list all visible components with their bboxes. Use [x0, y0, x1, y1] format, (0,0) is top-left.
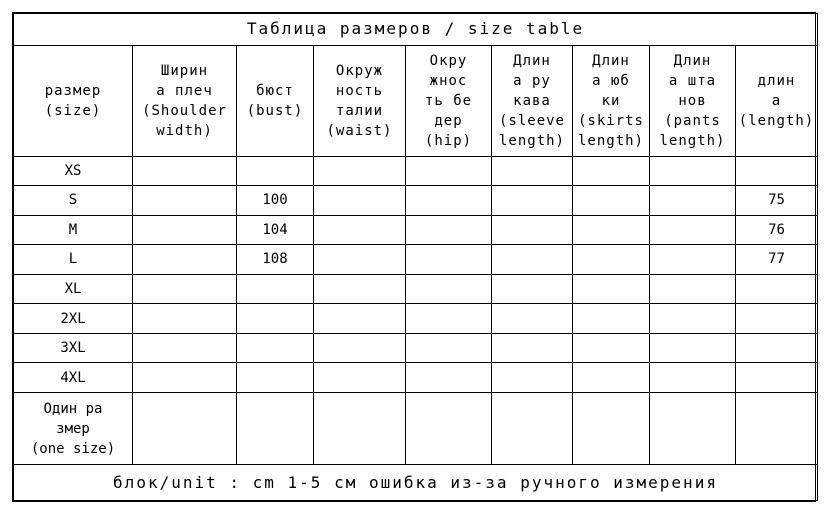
- header-hip: Окру жнос ть бе дер (hip): [406, 45, 492, 156]
- cell-shoulder-width: [133, 363, 237, 393]
- cell-size: S: [14, 186, 133, 216]
- cell-hip: [406, 245, 492, 275]
- cell-length: [736, 274, 818, 304]
- cell-length: [736, 392, 818, 464]
- cell-waist: [314, 304, 406, 334]
- cell-waist: [314, 333, 406, 363]
- header-length: длин а (length): [736, 45, 818, 156]
- cell-length: 77: [736, 245, 818, 275]
- cell-waist: [314, 363, 406, 393]
- cell-sleeve-length: [492, 274, 573, 304]
- cell-pants-length: [650, 274, 736, 304]
- cell-skirt-length: [573, 333, 650, 363]
- cell-length: [736, 333, 818, 363]
- cell-size: XL: [14, 274, 133, 304]
- cell-waist: [314, 392, 406, 464]
- cell-pants-length: [650, 156, 736, 186]
- footer-row: [14, 465, 818, 501]
- cell-sleeve-length: [492, 186, 573, 216]
- table-row: [14, 156, 818, 186]
- table-row: [14, 333, 818, 363]
- cell-sleeve-length: [492, 363, 573, 393]
- cell-hip: [406, 304, 492, 334]
- cell-bust: [237, 156, 314, 186]
- header-size: размер (size): [14, 45, 133, 156]
- cell-shoulder-width: [133, 304, 237, 334]
- cell-shoulder-width: [133, 215, 237, 245]
- table-row: [14, 186, 818, 216]
- cell-pants-length: [650, 392, 736, 464]
- cell-shoulder-width: [133, 392, 237, 464]
- cell-hip: [406, 333, 492, 363]
- cell-skirt-length: [573, 304, 650, 334]
- table-row: [14, 304, 818, 334]
- cell-size: L: [14, 245, 133, 275]
- cell-length: [736, 363, 818, 393]
- cell-hip: [406, 215, 492, 245]
- cell-skirt-length: [573, 392, 650, 464]
- cell-hip: [406, 156, 492, 186]
- cell-sleeve-length: [492, 215, 573, 245]
- cell-pants-length: [650, 304, 736, 334]
- cell-bust: 100: [237, 186, 314, 216]
- cell-shoulder-width: [133, 333, 237, 363]
- cell-sleeve-length: [492, 156, 573, 186]
- cell-size: XS: [14, 156, 133, 186]
- table-row: [14, 215, 818, 245]
- cell-pants-length: [650, 186, 736, 216]
- cell-pants-length: [650, 333, 736, 363]
- cell-waist: [314, 245, 406, 275]
- cell-waist: [314, 215, 406, 245]
- cell-waist: [314, 186, 406, 216]
- header-sleeve-length: Длин а ру кава (sleeve length): [492, 45, 573, 156]
- table-row: [14, 392, 818, 464]
- cell-hip: [406, 186, 492, 216]
- cell-size: M: [14, 215, 133, 245]
- cell-bust: [237, 363, 314, 393]
- cell-skirt-length: [573, 245, 650, 275]
- cell-skirt-length: [573, 186, 650, 216]
- table-row: [14, 363, 818, 393]
- cell-sleeve-length: [492, 304, 573, 334]
- cell-sleeve-length: [492, 333, 573, 363]
- cell-skirt-length: [573, 156, 650, 186]
- cell-pants-length: [650, 363, 736, 393]
- cell-pants-length: [650, 245, 736, 275]
- cell-size: 2XL: [14, 304, 133, 334]
- cell-size: 3XL: [14, 333, 133, 363]
- cell-pants-length: [650, 215, 736, 245]
- cell-waist: [314, 274, 406, 304]
- cell-shoulder-width: [133, 156, 237, 186]
- table-title: Таблица размеров / size table: [14, 14, 818, 46]
- cell-skirt-length: [573, 274, 650, 304]
- cell-hip: [406, 274, 492, 304]
- cell-bust: 108: [237, 245, 314, 275]
- cell-size: Один ра змер (one size): [14, 392, 133, 464]
- cell-bust: [237, 333, 314, 363]
- header-waist: Окруж ность талии (waist): [314, 45, 406, 156]
- cell-bust: [237, 304, 314, 334]
- size-table: [13, 13, 818, 501]
- cell-skirt-length: [573, 215, 650, 245]
- cell-waist: [314, 156, 406, 186]
- cell-length: 76: [736, 215, 818, 245]
- size-table-sheet: [12, 12, 816, 502]
- cell-sleeve-length: [492, 392, 573, 464]
- table-row: [14, 274, 818, 304]
- cell-shoulder-width: [133, 274, 237, 304]
- header-bust: бюст (bust): [237, 45, 314, 156]
- cell-skirt-length: [573, 363, 650, 393]
- header-row: [14, 45, 818, 156]
- cell-length: 75: [736, 186, 818, 216]
- cell-hip: [406, 363, 492, 393]
- cell-length: [736, 304, 818, 334]
- table-body: [14, 156, 818, 465]
- table-title-row: [14, 14, 818, 46]
- footer-note: блок/unit : cm 1-5 см ошибка из-за ручного измерения: [14, 465, 818, 501]
- header-pants-length: Длин а шта нов (pants length): [650, 45, 736, 156]
- header-skirt-length: Длин а юб ки (skirts length): [573, 45, 650, 156]
- cell-hip: [406, 392, 492, 464]
- table-row: [14, 245, 818, 275]
- header-shoulder-width: Ширин а плеч (Shoulder width): [133, 45, 237, 156]
- cell-bust: [237, 392, 314, 464]
- cell-sleeve-length: [492, 245, 573, 275]
- cell-bust: [237, 274, 314, 304]
- cell-bust: 104: [237, 215, 314, 245]
- cell-size: 4XL: [14, 363, 133, 393]
- cell-shoulder-width: [133, 186, 237, 216]
- cell-shoulder-width: [133, 245, 237, 275]
- cell-length: [736, 156, 818, 186]
